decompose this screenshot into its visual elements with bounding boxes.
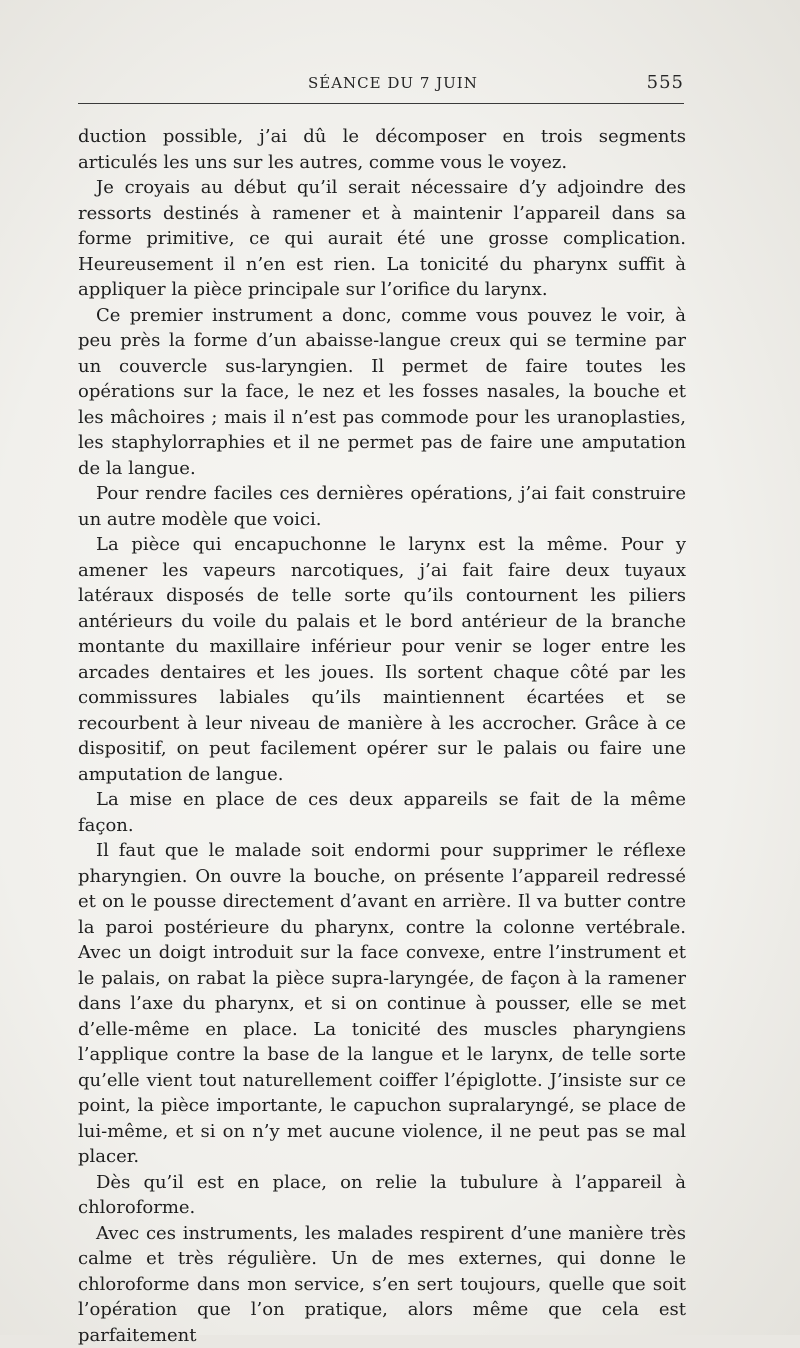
header-rule	[78, 103, 684, 104]
paragraph: Dès qu’il est en place, on relie la tubulure à l’appareil à chloroforme.	[78, 1170, 686, 1221]
paragraph: La pièce qui encapuchonne le larynx est la même. Pour y amener les vapeurs narcotiques, j’ai fait faire deux tuyaux latéraux disposés de telle sorte qu’ils contournent les piliers antérieurs du voile du palais et le bord antérieur de la branche montante du maxillaire inférieur pour venir se loger entre les arcades dentaires et les joues. Ils sortent chaque côté par les commissures labiales qu’ils maintiennent écartées et se recourbent à leur niveau de manière à les accrocher. Grâce à ce dispositif, on peut facilement opérer sur le palais ou faire une amputation de langue.	[78, 532, 686, 787]
paragraph: Je croyais au début qu’il serait nécessaire d’y adjoindre des ressorts destinés à ramener et à maintenir l’appareil dans sa forme primitive, ce qui aurait été une grosse complication. Heureusement il n’en est rien. La tonicité du pharynx suffit à appliquer la pièce principale sur l’orifice du larynx.	[78, 175, 686, 303]
page-number: 555	[647, 72, 684, 93]
paragraph: Pour rendre faciles ces dernières opérations, j’ai fait construire un autre modèle que voici.	[78, 481, 686, 532]
page-header	[78, 72, 684, 98]
paragraph: Ce premier instrument a donc, comme vous pouvez le voir, à peu près la forme d’un abaisse-langue creux qui se termine par un couvercle sus-laryngien. Il permet de faire toutes les opérations sur la face, le nez et les fosses nasales, la bouche et les mâchoires ; mais il n’est pas commode pour les uranoplasties, les staphylorraphies et il ne permet pas de faire une amputation de la langue.	[78, 303, 686, 482]
paragraph: La mise en place de ces deux appareils se fait de la même façon.	[78, 787, 686, 838]
body-text	[78, 124, 686, 1348]
running-title: SÉANCE DU 7 JUIN	[308, 74, 478, 92]
paragraph: Il faut que le malade soit endormi pour supprimer le réflexe pharyngien. On ouvre la bouche, on présente l’appareil redressé et on le pousse directement d’avant en arrière. Il va butter contre la paroi postérieure du pharynx, contre la colonne vertébrale. Avec un doigt introduit sur la face convexe, entre l’instrument et le palais, on rabat la pièce supra-laryngée, de façon à la ramener dans l’axe du pharynx, et si on continue à pousser, elle se met d’elle-même en place. La tonicité des muscles pharyngiens l’applique contre la base de la langue et le larynx, de telle sorte qu’elle vient tout naturellement coiffer l’épiglotte. J’insiste sur ce point, la pièce importante, le capuchon supralaryngé, se place de lui-même, et si on n’y met aucune violence, il ne peut pas se mal placer.	[78, 838, 686, 1170]
paragraph-continuation: duction possible, j’ai dû le décomposer en trois segments articulés les uns sur les autres, comme vous le voyez.	[78, 124, 686, 175]
paragraph: Avec ces instruments, les malades respirent d’une manière très calme et très régulière. Un de mes externes, qui donne le chloroforme dans mon service, s’en sert toujours, quelle que soit l’opération que l’on pratique, alors même que cela est parfaitement	[78, 1221, 686, 1348]
